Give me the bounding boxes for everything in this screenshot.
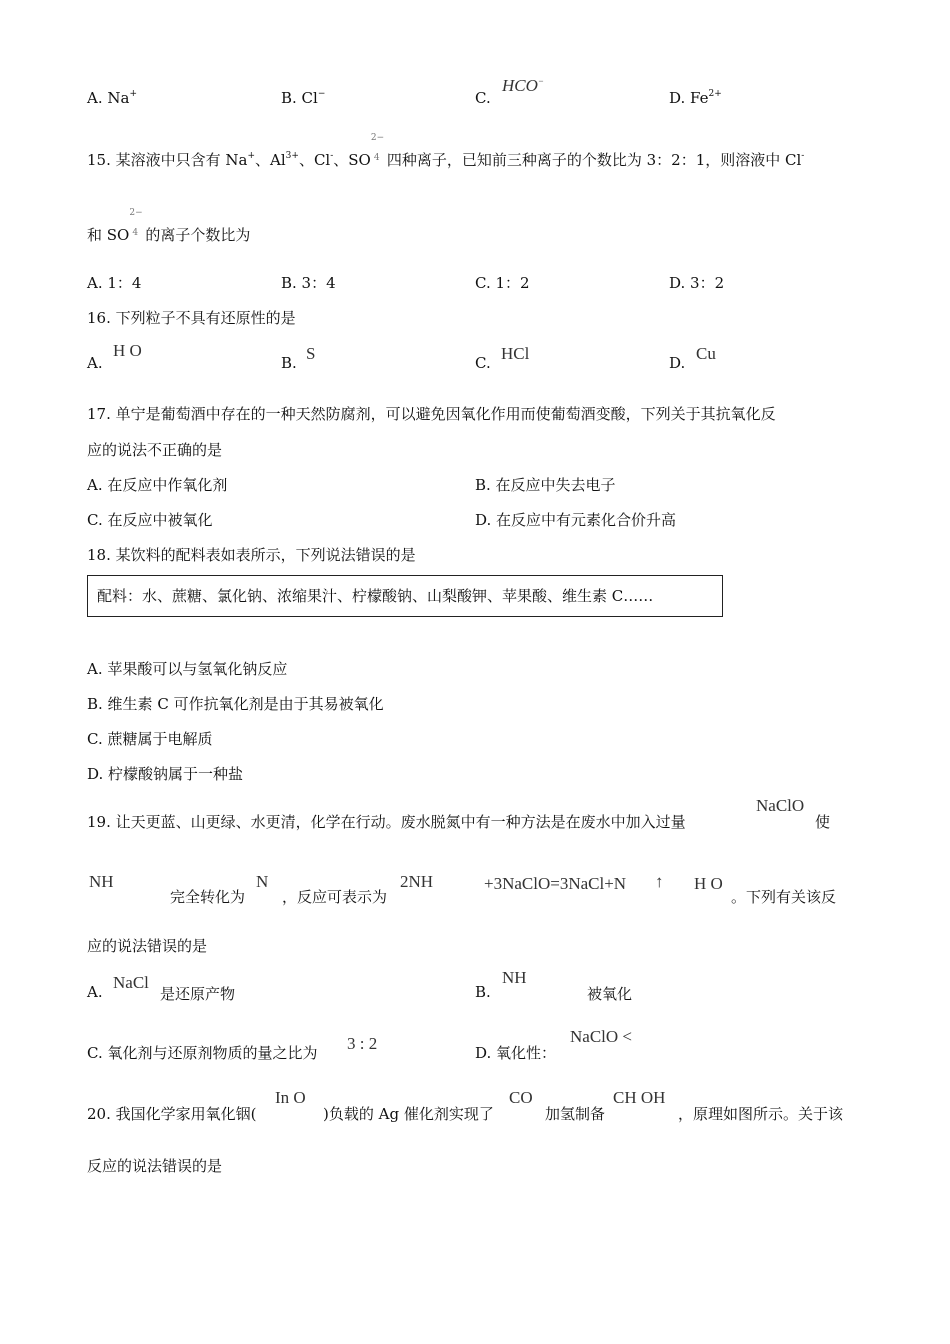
q19-option-c-text: C. 氧化剂与还原剂物质的量之比为: [87, 1044, 318, 1062]
q17-option-c: C. 在反应中被氧化: [87, 511, 213, 529]
ingredient-text: 配料：水、蔗糖、氯化钠、浓缩果汁、柠檬酸钠、山梨酸钾、苹果酸、维生素 C……: [97, 587, 654, 605]
q17-stem-line1: 17. 单宁是葡萄酒中存在的一种天然防腐剂，可以避免因氧化作用而使葡萄酒变酸，下列关于其抗氧化反: [87, 405, 776, 423]
q16-stem: 16. 下列粒子不具有还原性的是: [87, 309, 296, 327]
q16-option-a-label: A.: [87, 354, 103, 372]
q19-arrow: ↑: [655, 872, 664, 891]
q18-option-b: B. 维生素 C 可作抗氧化剂是由于其易被氧化: [87, 695, 384, 713]
q19-text-end: 。下列有关该反: [731, 888, 837, 906]
q16-option-c-formula: HCl: [501, 344, 530, 363]
q19-option-a-text: 是还原产物: [160, 985, 236, 1003]
q19-naclo: NaClO: [756, 796, 805, 815]
q15-option-d: D. 3：2: [669, 274, 725, 292]
q19-option-d-formula: NaClO <: [570, 1027, 632, 1046]
q19-shi: 使: [815, 813, 831, 831]
q17-option-b: B. 在反应中失去电子: [475, 476, 616, 494]
q20-ch3oh: CH OH: [613, 1088, 666, 1107]
q18-stem: 18. 某饮料的配料表如表所示，下列说法错误的是: [87, 546, 416, 564]
q19-text-reaction: ，反应可表示为: [282, 888, 388, 906]
q19-stem-line3: 应的说法错误的是: [87, 937, 208, 955]
q19-option-a-label: A.: [87, 983, 103, 1001]
q14-option-a: A. Na+: [87, 89, 137, 107]
q20-text-4: ，原理如图所示。关于该: [678, 1105, 844, 1123]
q14-option-c-formula: HCO−: [502, 76, 544, 95]
q15-stem-line1: 15. 某溶液中只含有 Na+、$Al^{3+}$、Cl-、SO 2− 4 四种离子，已知前三种离子的个数比为 3：2：1，则溶液中 Cl-: [87, 133, 805, 169]
q19-nh-ion: NH: [89, 872, 114, 891]
q20-text-1: 20. 我国化学家用氧化铟(: [87, 1105, 257, 1123]
q16-option-b-label: B.: [281, 354, 297, 372]
q18-option-a: A. 苹果酸可以与氢氧化钠反应: [87, 660, 288, 678]
q20-co2: CO: [509, 1088, 533, 1107]
q19-option-b-text: 被氧化: [587, 985, 633, 1003]
q19-stem-line1: 19. 让天更蓝、山更绿、水更清，化学在行动。废水脱氮中有一种方法是在废水中加入过量: [87, 813, 686, 831]
q19-h2o: H O: [694, 874, 723, 893]
q15-option-b: B. 3：4: [281, 274, 336, 292]
q20-text-2: )负载的 Ag 催化剂实现了: [323, 1105, 494, 1123]
q20-stem-line2: 反应的说法错误的是: [87, 1157, 223, 1175]
q18-option-d: D. 柠檬酸钠属于一种盐: [87, 765, 244, 783]
q15-stem-line2: 和 SO 2− 4 的离子个数比为: [87, 208, 251, 244]
q15-option-a: A. 1：4: [87, 274, 142, 292]
q19-n2: N: [256, 872, 269, 891]
q19-option-a-formula: NaCl: [113, 973, 149, 992]
q19-option-d-label: D. 氧化性：: [475, 1044, 557, 1062]
q20-text-3: 加氢制备: [545, 1105, 606, 1123]
q19-option-b-formula: NH: [502, 968, 527, 987]
q17-option-a: A. 在反应中作氧化剂: [87, 476, 228, 494]
q19-option-c-formula: 3 : 2: [347, 1034, 378, 1053]
q16-option-a-formula: H O: [113, 341, 142, 360]
q15-option-c: C. 1：2: [475, 274, 530, 292]
q17-stem-line2: 应的说法不正确的是: [87, 441, 223, 459]
q18-option-c: C. 蔗糖属于电解质: [87, 730, 213, 748]
q16-option-b-formula: S: [306, 344, 316, 363]
q17-option-d: D. 在反应中有元素化合价升高: [475, 511, 677, 529]
q20-in2o3: In O: [275, 1088, 306, 1107]
q19-text-convert: 完全转化为: [170, 888, 246, 906]
q16-option-c-label: C.: [475, 354, 491, 372]
q19-option-b-label: B.: [475, 983, 491, 1001]
q14-option-b: B. Cl−: [281, 89, 326, 107]
q16-option-d-formula: Cu: [696, 344, 716, 363]
q16-option-d-label: D.: [669, 354, 686, 372]
q14-option-d: D. $Fe^{2+}$: [669, 89, 722, 107]
q19-eq-rest: +3NaClO=3NaCl+N: [484, 874, 627, 893]
q14-option-c: C.: [475, 89, 491, 107]
q19-eq-start: 2NH: [400, 872, 434, 891]
